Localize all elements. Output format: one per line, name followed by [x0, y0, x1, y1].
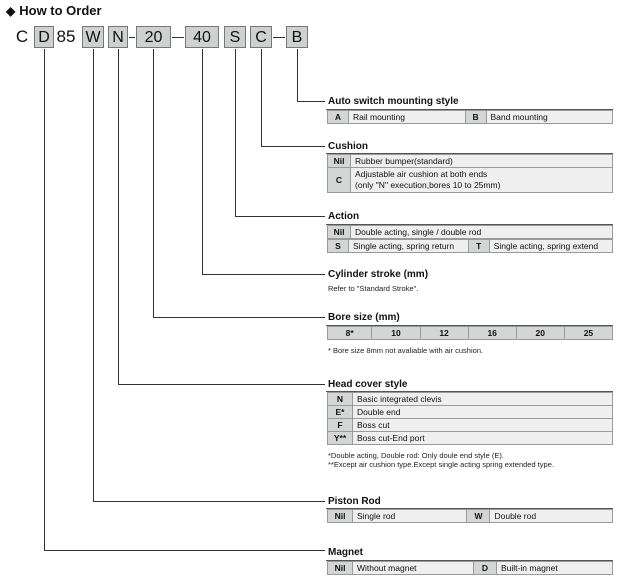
option-desc: Without magnet — [353, 562, 474, 575]
magnet-title: Magnet — [328, 547, 363, 558]
option-desc: Boss cut — [353, 419, 613, 432]
option-code: E* — [328, 406, 353, 419]
option-desc: Single acting, spring extend — [489, 240, 612, 253]
leader-c-h — [261, 146, 325, 147]
leader-d — [44, 49, 45, 550]
bore-table — [327, 326, 613, 340]
option-code: Nil — [328, 155, 351, 168]
table-row — [328, 226, 613, 239]
leader-b — [297, 49, 298, 101]
auto-switch-title: Auto switch mounting style — [328, 96, 459, 107]
head-cover-table — [327, 392, 613, 445]
leader-n — [118, 49, 119, 384]
piston-rod-table — [327, 509, 613, 523]
code-20-box: 20 — [136, 26, 171, 48]
table-row — [328, 155, 613, 168]
bore-size: 20 — [516, 327, 564, 340]
table-row — [328, 432, 613, 445]
option-code: F — [328, 419, 353, 432]
code-dash — [172, 37, 184, 38]
option-desc: Basic integrated clevis — [353, 393, 613, 406]
option-desc: Double end — [353, 406, 613, 419]
option-code: Nil — [328, 226, 351, 239]
option-desc: Rubber bumper(standard) — [351, 155, 613, 168]
option-code: B — [465, 111, 486, 124]
leader-b-h — [297, 101, 325, 102]
cushion-table — [327, 154, 613, 193]
option-code: Nil — [328, 510, 353, 523]
table-row — [328, 393, 613, 406]
table-row — [328, 406, 613, 419]
code-dash — [129, 37, 135, 38]
table-row — [328, 562, 613, 575]
head-cover-title: Head cover style — [328, 379, 408, 390]
table-row — [328, 327, 613, 340]
action-title: Action — [328, 211, 360, 222]
code-40-box: 40 — [185, 26, 219, 48]
option-code: W — [467, 510, 490, 523]
leader-s — [235, 49, 236, 216]
leader-40 — [202, 49, 203, 274]
action-table-2 — [327, 239, 613, 253]
leader-n-h — [118, 384, 325, 385]
code-85: 85 — [56, 27, 76, 46]
action-table-1 — [327, 225, 613, 239]
table-row — [328, 168, 613, 193]
option-desc: Band mounting — [486, 111, 612, 124]
code-w-box: W — [82, 26, 104, 48]
option-code: N — [328, 393, 353, 406]
table-row — [328, 111, 613, 124]
leader-d-h — [44, 550, 325, 551]
bore-note: * Bore size 8mm not avaliable with air cushion. — [328, 346, 484, 355]
bore-size: 25 — [564, 327, 612, 340]
option-desc: Rail mounting — [349, 111, 466, 124]
table-row — [328, 240, 613, 253]
code-b-box: B — [286, 26, 308, 48]
bore-title: Bore size (mm) — [328, 312, 400, 323]
option-desc: Built-in magnet — [496, 562, 612, 575]
piston-rod-title: Piston Rod — [328, 496, 381, 507]
option-code: D — [473, 562, 496, 575]
code-c: C — [15, 27, 29, 46]
leader-40-h — [202, 274, 325, 275]
option-code: C — [328, 168, 351, 193]
head-cover-note-1: *Double acting, Double rod: Only doule end style (E). — [328, 451, 504, 460]
table-row — [328, 510, 613, 523]
table-row — [328, 419, 613, 432]
stroke-title: Cylinder stroke (mm) — [328, 269, 429, 280]
auto-switch-table — [327, 110, 613, 124]
option-desc: Single rod — [353, 510, 467, 523]
code-dash — [273, 37, 285, 38]
leader-w-h — [93, 501, 325, 502]
cushion-title: Cushion — [328, 141, 368, 152]
option-desc: Single acting, spring return — [349, 240, 469, 253]
bore-size: 8* — [328, 327, 372, 340]
leader-s-h — [235, 216, 325, 217]
option-code: Nil — [328, 562, 353, 575]
bore-size: 16 — [468, 327, 516, 340]
page-title — [6, 3, 102, 18]
leader-c — [261, 49, 262, 146]
option-desc: Boss cut-End port — [353, 432, 613, 445]
title-text: How to Order — [19, 3, 102, 18]
code-s-box: S — [224, 26, 246, 48]
bore-size: 12 — [420, 327, 468, 340]
head-cover-note-2: **Except air cushion type.Except single acting spring extended type. — [328, 460, 554, 469]
magnet-table — [327, 561, 613, 575]
option-desc: Double rod — [490, 510, 613, 523]
leader-w — [93, 49, 94, 501]
bore-size: 10 — [372, 327, 420, 340]
option-desc: Double acting, single / double rod — [351, 226, 613, 239]
option-desc: Adjustable air cushion at both ends — [355, 169, 488, 179]
option-code: Y** — [328, 432, 353, 445]
leader-20-h — [153, 317, 325, 318]
option-code: A — [328, 111, 349, 124]
option-code: T — [468, 240, 489, 253]
code-n-box: N — [108, 26, 128, 48]
leader-20 — [153, 49, 154, 317]
code-d-box: D — [34, 26, 54, 48]
option-desc-note: (only "N" execution,bores 10 to 25mm) — [355, 180, 501, 190]
stroke-note: Refer to "Standard Stroke". — [328, 284, 419, 293]
option-code: S — [328, 240, 349, 253]
diamond-bullet-icon: ◆ — [6, 4, 16, 18]
code-c-box: C — [250, 26, 272, 48]
